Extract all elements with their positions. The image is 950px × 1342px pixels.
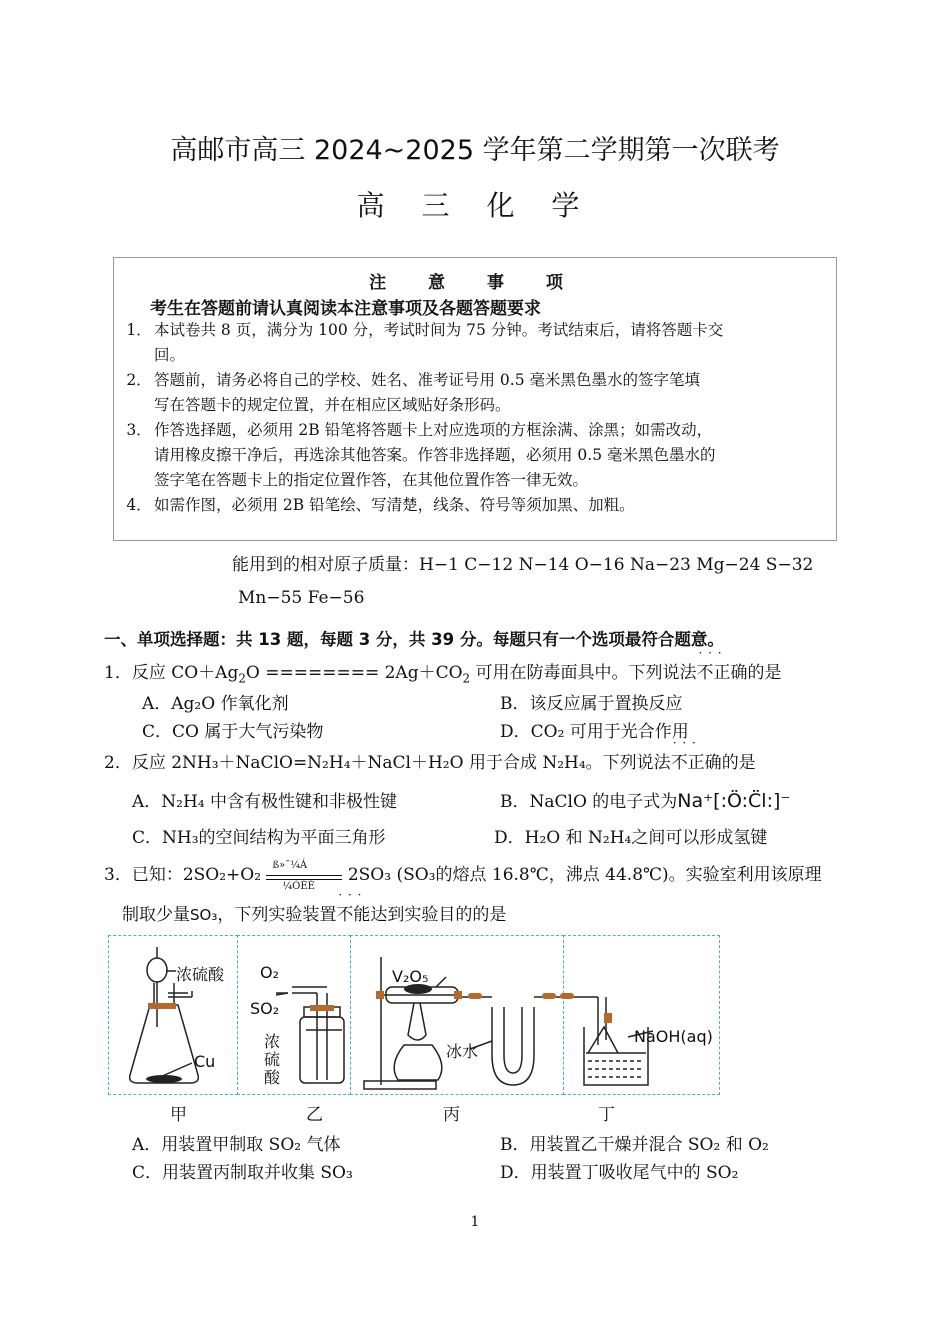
caption-jia: 甲 [170, 1105, 187, 1125]
label-acid: 浓硫酸 [176, 965, 225, 984]
q1-option-b: B．该反应属于置换反应 [500, 694, 683, 714]
label-o2: O₂ [260, 963, 280, 982]
label-naoh: NaOH(aq) [634, 1027, 713, 1046]
emphasis-mark: · · · 不能 [336, 900, 370, 925]
caption-ding: 丁 [598, 1105, 615, 1125]
q2-option-b: B．NaClO 的电子式为Na⁺[:Ö:C̈l:]⁻ [500, 790, 791, 812]
caption-yi: 乙 [306, 1105, 323, 1125]
subject-title: 高 三 化 学 [356, 189, 594, 222]
emphasis-mark: · · · 不正确 [697, 658, 748, 683]
q2-option-c: C．NH₃的空间结构为平面三角形 [132, 828, 386, 848]
notice-item-3: 3． 作答选择题，必须用 2B 铅笔将答题卡上对应选项的方框涂满、涂黑；如需改动， 请用橡皮擦干净后，再选涂其他答案。作答非选择题，必须用 0.5 毫米黑色墨水的 签字笔在答题卡上的指定位置作答，在其他位置作答一律无效。 [126, 421, 716, 489]
notice-subtitle: 考生在答题前请认真阅读本注意事项及各题答题要求 [150, 299, 541, 319]
caption-bing: 丙 [443, 1105, 460, 1125]
q1-option-c: C．CO 属于大气污染物 [142, 722, 324, 742]
emphasis-mark: · · · 不正确 [671, 748, 722, 773]
atomic-masses-line1: 能用到的相对原子质量：H−1 C−12 N−14 O−16 Na−23 Mg−24 S−32 [232, 555, 814, 575]
label-cu: Cu [194, 1052, 216, 1071]
notice-item-4: 4． 如需作图，必须用 2B 铅笔绘、写清楚，线条、符号等须加黑、加粗。 [126, 496, 635, 514]
question-3-stem: 3．已知：2SO₂+O₂ ß»¯¼Á ¼ÓÈÈ 2SO₃ (SO₃的熔点 16.8℃，沸点 44.8℃)。实验室利用该原理 [104, 859, 822, 892]
section-heading: 一、单项选择题：共 13 题，每题 3 分，共 39 分。每题只有一个选项最符合题意。 [104, 630, 724, 649]
label-conc-acid: 浓硫酸 [264, 1032, 281, 1087]
electron-formula: Na⁺[:Ö:C̈l:]⁻ [677, 790, 791, 812]
q1-option-d: D．CO₂ 可用于光合作用 [500, 722, 689, 742]
label-ice-water: 冰水 [446, 1042, 479, 1061]
q3-option-b: B．用装置乙干燥并混合 SO₂ 和 O₂ [500, 1135, 769, 1155]
q3-option-a: A．用装置甲制取 SO₂ 气体 [132, 1135, 341, 1155]
question-3-line2: 制取少量SO₃，下列实验装置· · · 不能达到实验目的的是 [122, 900, 506, 925]
notice-item-2: 2． 答题前，请务必将自己的学校、姓名、准考证号用 0.5 毫米黑色墨水的签字笔填 写在答题卡的规定位置，并在相应区域贴好条形码。 [126, 371, 701, 414]
atomic-masses-line2: Mn−55 Fe−56 [238, 588, 365, 608]
exam-title: 高邮市高三 2024~2025 学年第二学期第一次联考 [170, 135, 780, 166]
q3-option-c: C．用装置丙制取并收集 SO₃ [132, 1163, 353, 1183]
notice-item-1: 1． 本试卷共 8 页，满分为 100 分，考试时间为 75 分钟。考试结束后，请将答题卡交 回。 [126, 321, 724, 364]
q2-option-d: D．H₂O 和 N₂H₄之间可以形成氢键 [494, 828, 768, 848]
q1-option-a: A．Ag₂O 作氧化剂 [142, 694, 289, 714]
question-1-stem: 1．反应 $CO+Ag_2O$ ======== $2Ag+CO_2$ 可用在防毒面具中。下列说法· · · 不正确的是 [104, 658, 782, 685]
reversible-arrow: ß»¯¼Á ¼ÓÈÈ [266, 866, 342, 886]
label-catalyst: V₂O₅ [392, 967, 429, 986]
question-2-stem: 2．反应 2NH₃＋NaClO=N₂H₄＋NaCl＋H₂O 用于合成 N₂H₄。下列说法· · · 不正确的是 [104, 748, 756, 773]
notice-title: 注 意 事 项 [369, 273, 581, 293]
q3-option-d: D．用装置丁吸收尾气中的 SO₂ [500, 1163, 739, 1183]
label-so2: SO₂ [250, 999, 280, 1018]
apparatus-drawing [108, 935, 720, 1097]
page-number: 1 [470, 1214, 480, 1230]
apparatus-figure [108, 935, 720, 1097]
notice-box [113, 257, 837, 541]
q2-option-a: A．N₂H₄ 中含有极性键和非极性键 [132, 792, 398, 812]
